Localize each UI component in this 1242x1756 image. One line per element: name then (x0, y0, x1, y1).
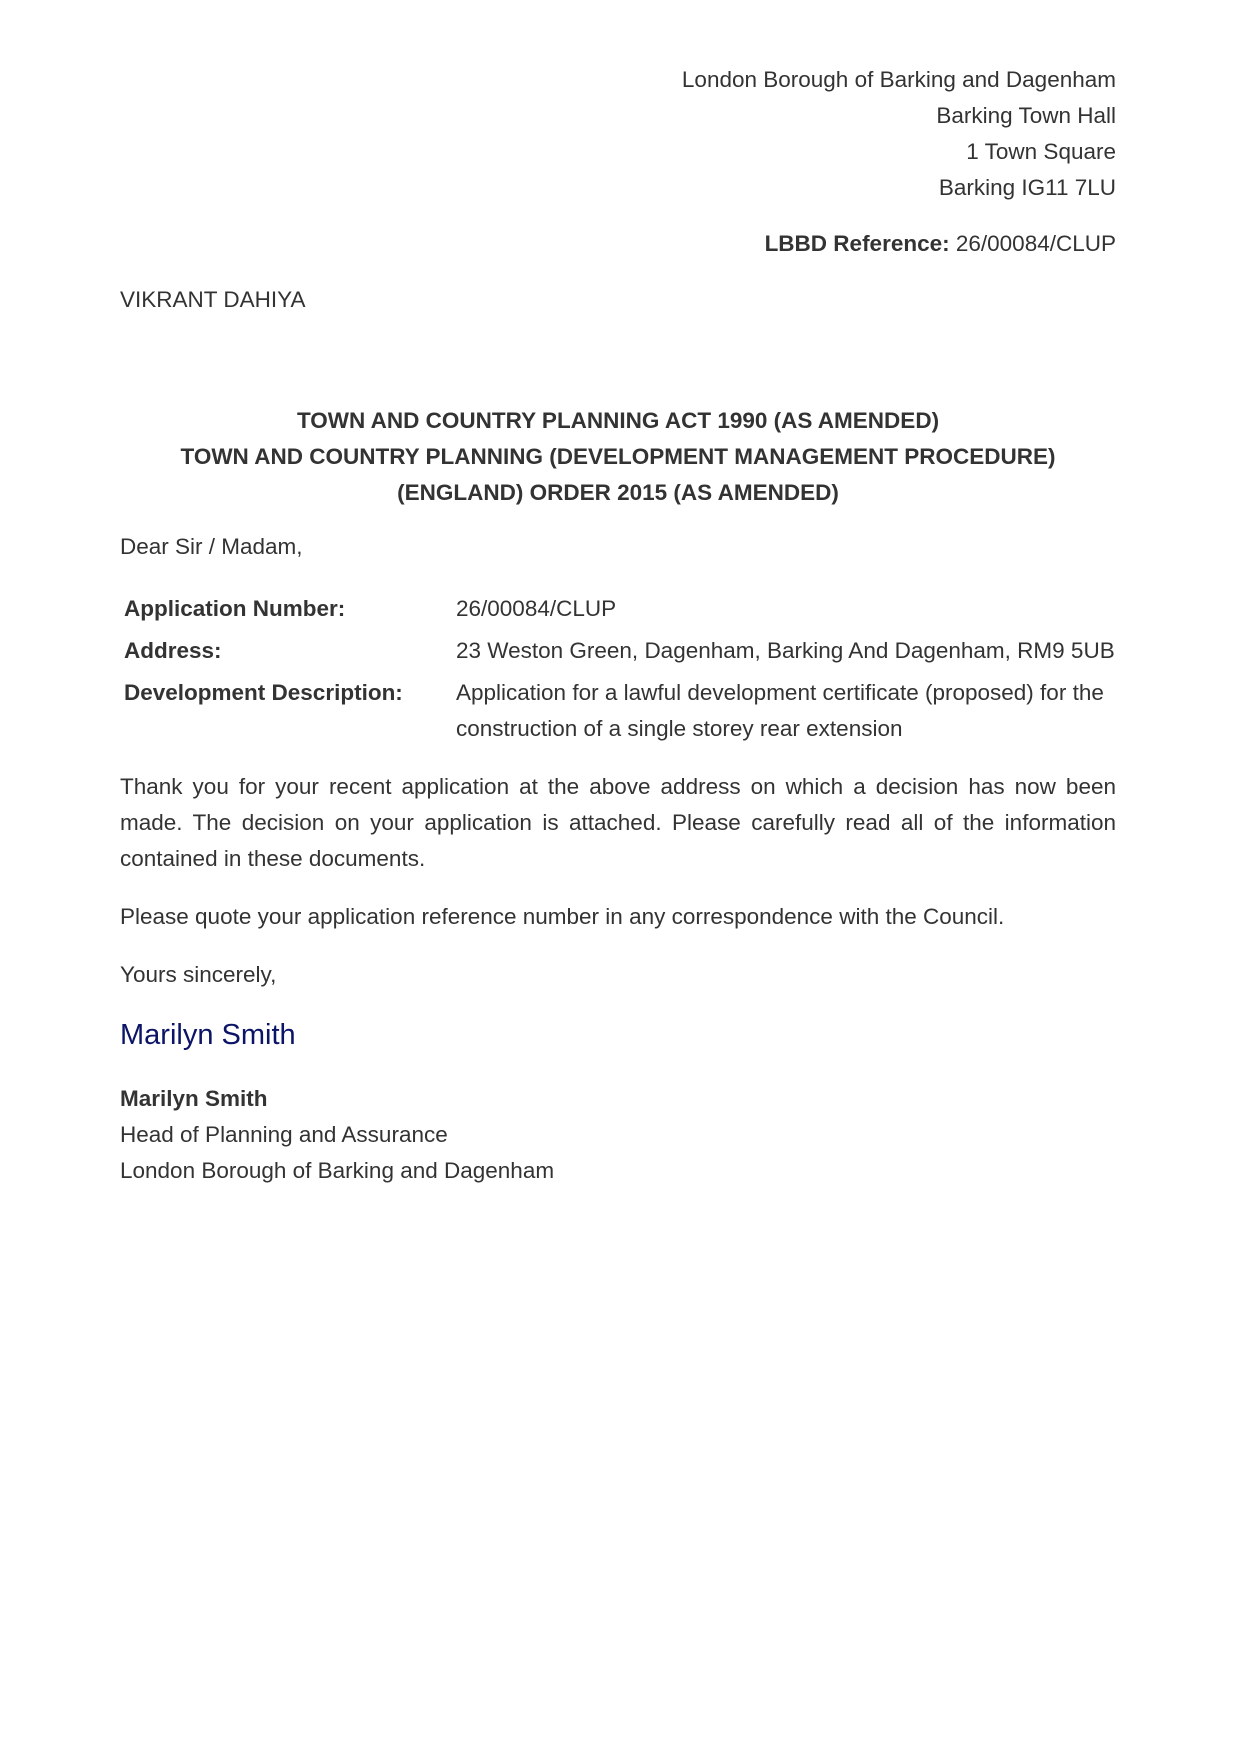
reference-label: LBBD Reference: (764, 231, 950, 256)
body-paragraph: Please quote your application reference number in any correspondence with the Council. (120, 904, 1005, 929)
signatory-block (120, 1081, 1116, 1189)
letter-page (120, 62, 1116, 1189)
reference-line (120, 226, 1116, 262)
sender-address-line: 1 Town Square (966, 139, 1116, 164)
sender-address-line: Barking Town Hall (936, 103, 1116, 128)
description-label: Development Description: (124, 680, 403, 705)
table-row (120, 591, 1120, 633)
application-number-label: Application Number: (124, 596, 346, 621)
table-row (120, 633, 1120, 675)
application-number-value: 26/00084/CLUP (456, 596, 617, 621)
heading-line: TOWN AND COUNTRY PLANNING ACT 1990 (AS AMENDED) (296, 408, 940, 433)
description-value: Application for a lawful development certificate (proposed) for the construction of a single storey rear extension (456, 680, 1104, 741)
reference-value: 26/00084/CLUP (955, 231, 1116, 256)
address-label: Address: (124, 638, 222, 663)
sender-address-line: Barking IG11 7LU (938, 175, 1116, 200)
greeting: Dear Sir / Madam, (120, 534, 303, 559)
application-details-table (120, 591, 1120, 753)
heading-line: TOWN AND COUNTRY PLANNING (DEVELOPMENT MANAGEMENT PROCEDURE) (180, 444, 1056, 469)
signatory-organisation: London Borough of Barking and Dagenham (120, 1158, 555, 1183)
sender-address (120, 62, 1116, 206)
signature: Marilyn Smith (120, 1019, 296, 1051)
signatory-name: Marilyn Smith (120, 1086, 268, 1111)
sender-address-line: London Borough of Barking and Dagenham (681, 67, 1116, 92)
heading-line: (ENGLAND) ORDER 2015 (AS AMENDED) (397, 480, 839, 505)
recipient-name: VIKRANT DAHIYA (120, 287, 306, 312)
signatory-title: Head of Planning and Assurance (120, 1122, 448, 1147)
table-row (120, 675, 1120, 753)
closing: Yours sincerely, (120, 962, 277, 987)
letter-heading (120, 403, 1116, 511)
body-paragraph: Thank you for your recent application at the above address on which a decision has now been made. The decision on your application is attached. Please carefully read all of the information contained in these documents. (120, 774, 1116, 871)
address-value: 23 Weston Green, Dagenham, Barking And Dagenham, RM9 5UB (456, 638, 1115, 663)
